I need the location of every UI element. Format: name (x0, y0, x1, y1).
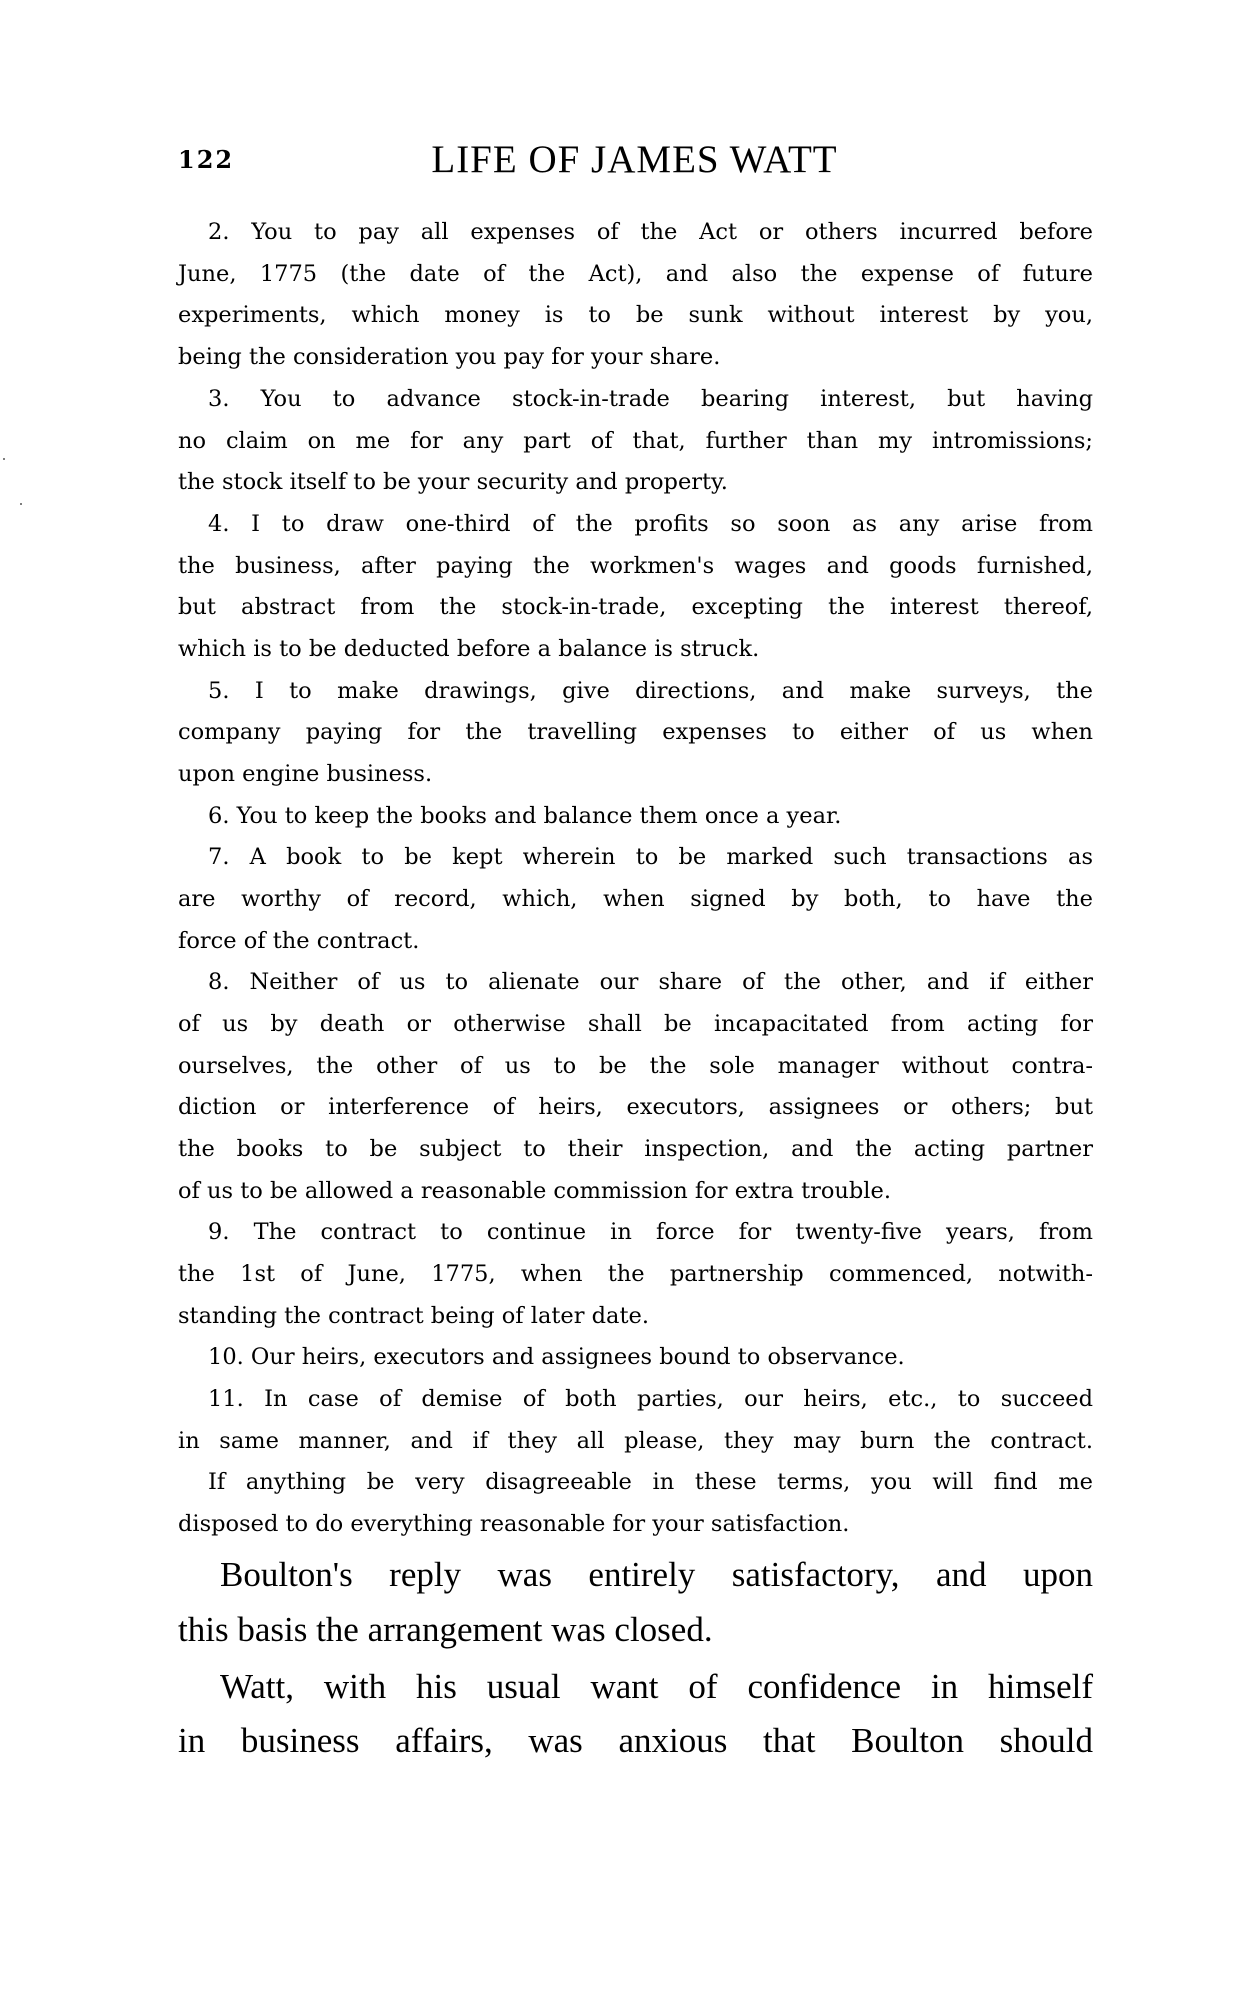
text-line: being the consideration you pay for your share. (178, 344, 721, 370)
text-line: in same manner, and if they all please, they may burn the contract. (178, 1428, 1093, 1454)
text-line: are worthy of record, which, when signed by both, to have the (178, 886, 1093, 912)
text-line: upon engine business. (178, 761, 433, 787)
text-line: of us by death or otherwise shall be incapacitated from acting for (178, 1011, 1093, 1037)
text-line: 8. Neither of us to alienate our share of the other, and if either (208, 969, 1093, 995)
text-line: Boulton's reply was entirely satisfactory, and upon (220, 1555, 1093, 1594)
text-line: in business affairs, was anxious that Boulton should (178, 1721, 1093, 1760)
text-line: If anything be very disagreeable in these terms, you will find me (208, 1469, 1093, 1495)
text-line: ourselves, the other of us to be the sole manager without contra- (178, 1053, 1093, 1079)
text-line: June, 1775 (the date of the Act), and also the expense of future (178, 261, 1093, 287)
text-line: diction or interference of heirs, executors, assignees or others; but (178, 1094, 1093, 1120)
text-line: the stock itself to be your security and property. (178, 469, 728, 495)
text-line: no claim on me for any part of that, further than my intromissions; (178, 428, 1093, 454)
text-line: disposed to do everything reasonable for your satisfaction. (178, 1511, 850, 1537)
text-line: the books to be subject to their inspection, and the acting partner (178, 1136, 1093, 1162)
text-line: which is to be deducted before a balance is struck. (178, 636, 760, 662)
page-number: 122 (178, 145, 235, 174)
text-line: 7. A book to be kept wherein to be marked such transactions as (208, 844, 1093, 870)
text-line: 9. The contract to continue in force for twenty-five years, from (208, 1219, 1093, 1245)
text-line: experiments, which money is to be sunk without interest by you, (178, 302, 1093, 328)
running-head (178, 138, 1093, 182)
text-line: 3. You to advance stock-in-trade bearing interest, but having (208, 386, 1093, 412)
text-line: 5. I to make drawings, give directions, and make surveys, the (208, 678, 1093, 704)
text-line: 4. I to draw one-third of the profits so soon as any arise from (208, 511, 1093, 537)
text-line: 10. Our heirs, executors and assignees bound to observance. (208, 1344, 905, 1370)
text-line: the business, after paying the workmen's wages and goods furnished, (178, 553, 1093, 579)
scan-speck (20, 503, 22, 505)
text-line: 2. You to pay all expenses of the Act or others incurred before (208, 219, 1093, 245)
text-line: 11. In case of demise of both parties, our heirs, etc., to succeed (208, 1386, 1093, 1412)
running-title: LIFE OF JAMES WATT (431, 138, 838, 181)
text-line: this basis the arrangement was closed. (178, 1610, 713, 1649)
text-line: 6. You to keep the books and balance them once a year. (208, 803, 842, 829)
text-line: standing the contract being of later date. (178, 1303, 649, 1329)
text-line: the 1st of June, 1775, when the partnership commenced, notwith- (178, 1261, 1093, 1287)
text-line: of us to be allowed a reasonable commission for extra trouble. (178, 1178, 891, 1204)
scan-speck (3, 458, 5, 460)
text-line: company paying for the travelling expenses to either of us when (178, 719, 1093, 745)
text-line: Watt, with his usual want of confidence in himself (220, 1667, 1093, 1706)
text-line: but abstract from the stock-in-trade, excepting the interest thereof, (178, 594, 1093, 620)
text-line: force of the contract. (178, 928, 420, 954)
